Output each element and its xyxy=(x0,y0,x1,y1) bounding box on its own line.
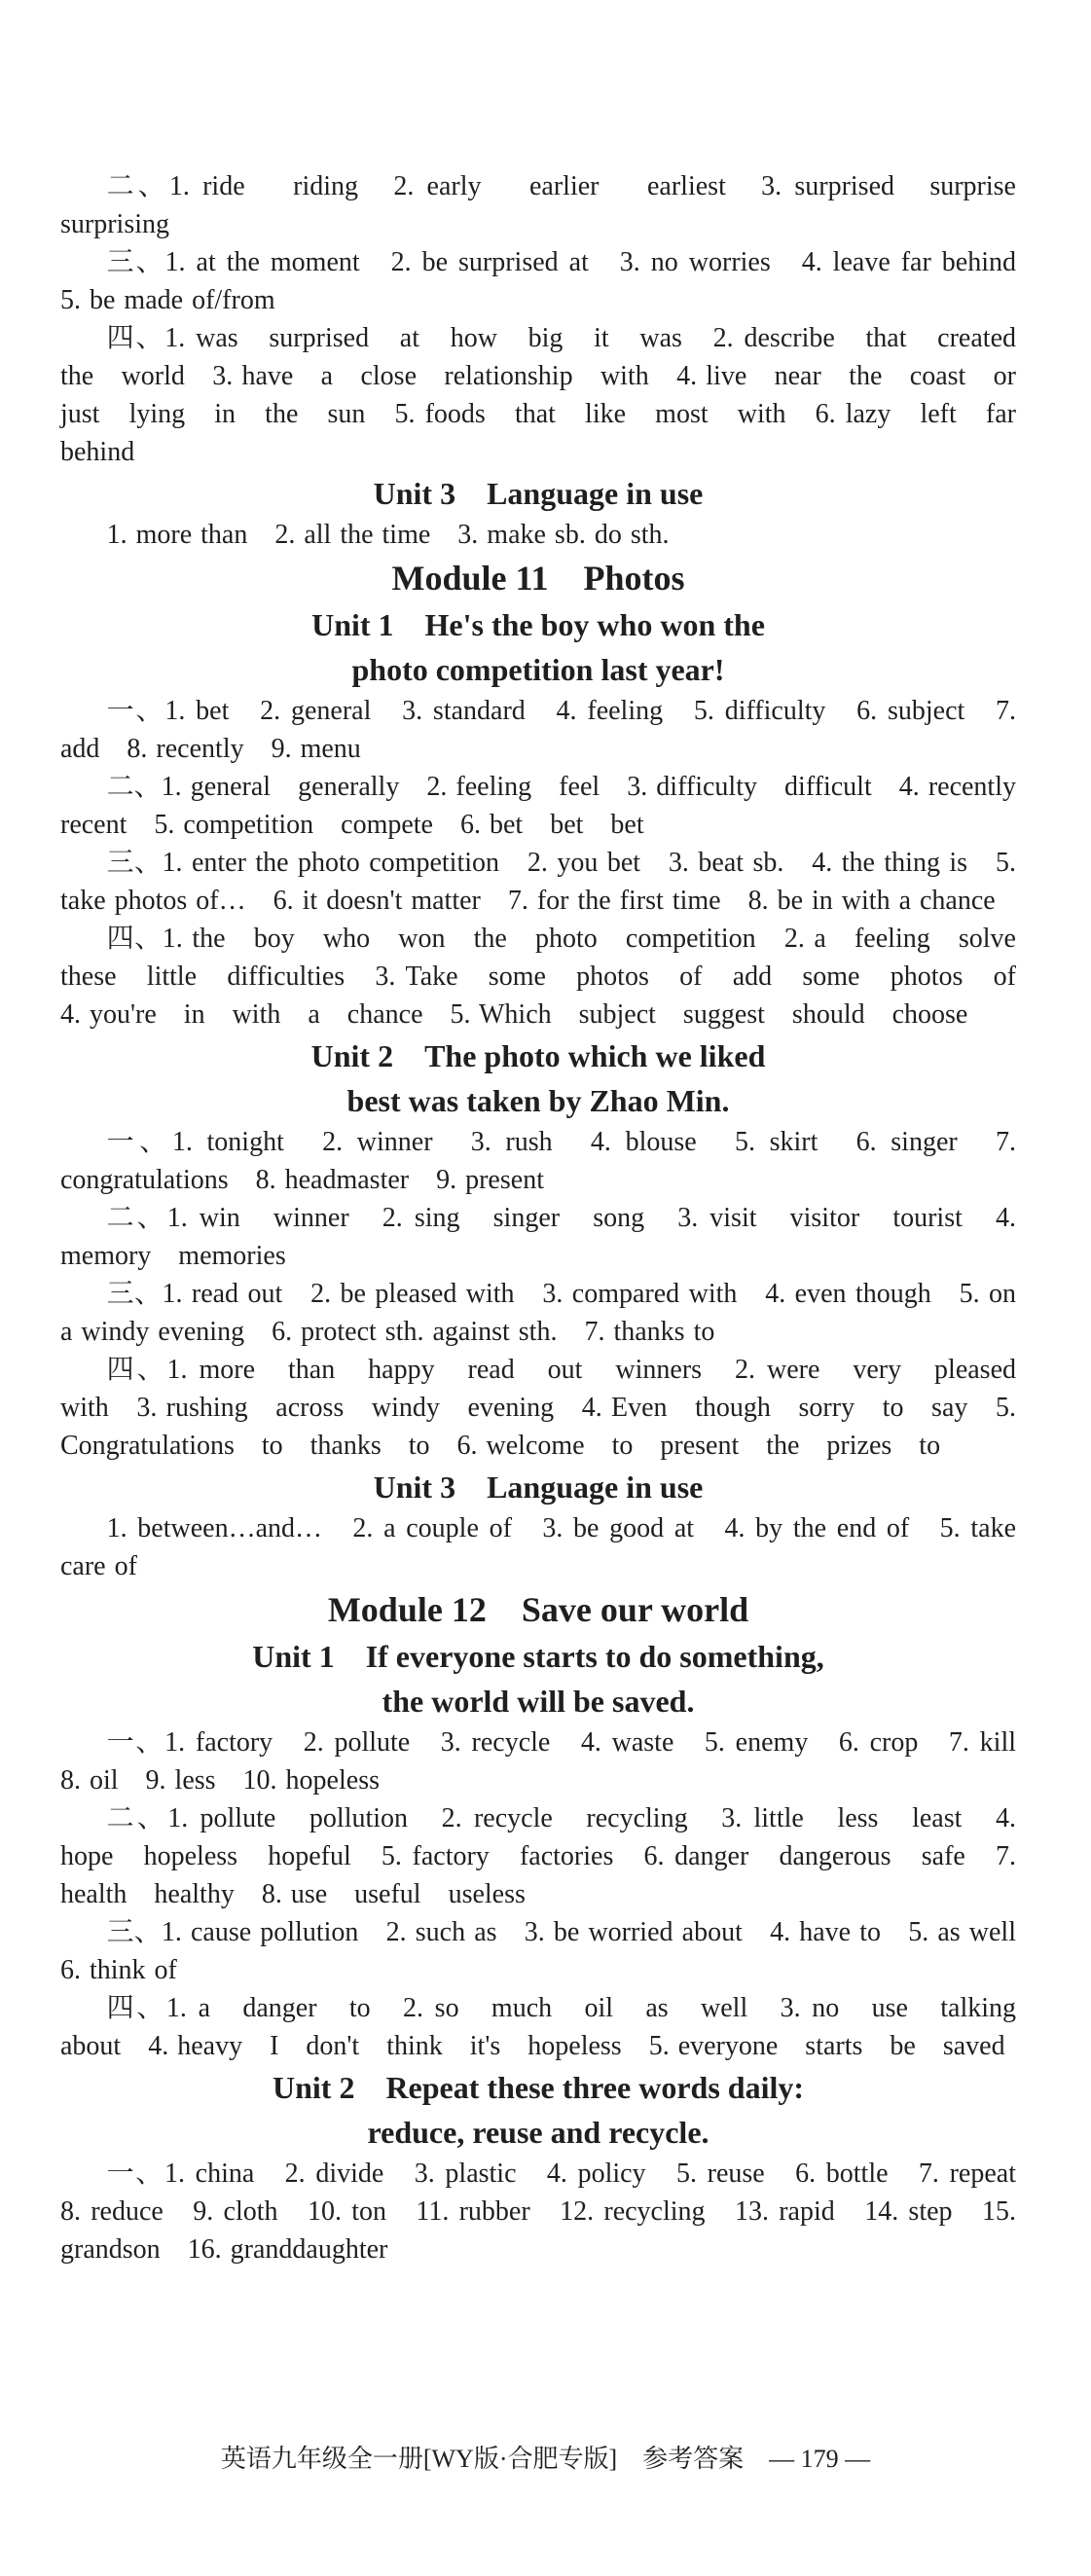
answer-paragraph: 一、1. tonight 2. winner 3. rush 4. blouse 5. skirt 6. singer 7. congratulations 8. headmaster 9. present xyxy=(60,1127,1016,1195)
unit-heading: Unit 2 Repeat these three words daily: xyxy=(272,2070,805,2105)
answer-paragraph: 1. between…and… 2. a couple of 3. be good at 4. by the end of 5. take care of xyxy=(60,1513,1016,1581)
unit-heading: Unit 1 He's the boy who won the xyxy=(311,607,765,642)
answer-paragraph: 四、1. was surprised at how big it was 2. describe that created the world 3. have a close relationship with 4. live near the coast or just lying in the sun 5. foods that like most with 6. lazy left far behind xyxy=(60,323,1044,467)
unit-heading: Unit 3 Language in use xyxy=(373,476,704,511)
page-footer: 英语九年级全一册[WY版·合肥专版] 参考答案 — 179 — xyxy=(220,2445,871,2473)
answer-paragraph: 四、1. a danger to 2. so much oil as well 3. no use talking about 4. heavy I don't think it's hopeless 5. everyone starts be saved xyxy=(60,1993,1044,2061)
answer-paragraph: 一、1. bet 2. general 3. standard 4. feeling 5. difficulty 6. subject 7. add 8. recently 9. menu xyxy=(60,696,1016,764)
unit-heading-line2: best was taken by Zhao Min. xyxy=(346,1083,730,1118)
module-heading: Module 12 Save our world xyxy=(327,1590,749,1629)
answer-paragraph: 二、1. ride riding 2. early earlier earliest 3. surprised surprise surprising xyxy=(60,171,1044,239)
unit-heading-line2: photo competition last year! xyxy=(351,652,725,687)
answer-paragraph: 二、1. general generally 2. feeling feel 3. difficulty difficult 4. recently recent 5. competition compete 6. bet bet bet xyxy=(60,772,1044,840)
answer-paragraph: 四、1. the boy who won the photo competition 2. a feeling solve these little difficulties 3. Take some photos of add some photos of 4. you're in with a chance 5. Which subject suggest should choose xyxy=(60,924,1044,1030)
unit-heading-line2: the world will be saved. xyxy=(382,1684,695,1719)
answer-paragraph: 三、1. at the moment 2. be surprised at 3. no worries 4. leave far behind 5. be made of/from xyxy=(60,247,1044,315)
unit-heading: Unit 1 If everyone starts to do something, xyxy=(252,1639,824,1674)
answer-paragraph: 三、1. enter the photo competition 2. you bet 3. beat sb. 4. the thing is 5. take photos of… 6. it doesn't matter 7. for the first time 8. be in with a chance xyxy=(60,848,1016,916)
answer-paragraph: 1. more than 2. all the time 3. make sb. do sth. xyxy=(106,520,670,550)
answer-paragraph: 二、1. pollute pollution 2. recycle recycling 3. little less least 4. hope hopeless hopeful 5. factory factories 6. danger dangerous safe 7. health healthy 8. use useful useless xyxy=(60,1803,1016,1909)
module-heading: Module 11 Photos xyxy=(391,559,685,598)
unit-heading: Unit 3 Language in use xyxy=(373,1469,704,1505)
answer-paragraph: 三、1. read out 2. be pleased with 3. compared with 4. even though 5. on a windy evening 6. protect sth. against sth. 7. thanks to xyxy=(60,1279,1016,1347)
answer-page xyxy=(60,167,1044,2268)
unit-heading: Unit 2 The photo which we liked xyxy=(310,1038,766,1073)
answer-paragraph: 一、1. china 2. divide 3. plastic 4. policy 5. reuse 6. bottle 7. repeat 8. reduce 9. cloth 10. ton 11. rubber 12. recycling 13. rapid 14. step 15. grandson 16. granddaughter xyxy=(60,2159,1044,2265)
answer-paragraph: 一、1. factory 2. pollute 3. recycle 4. waste 5. enemy 6. crop 7. kill 8. oil 9. less 10. hopeless xyxy=(60,1727,1044,1796)
answer-paragraph: 四、1. more than happy read out winners 2. were very pleased with 3. rushing across windy evening 4. Even though sorry to say 5. Congratulations to thanks to 6. welcome to present the prizes to xyxy=(60,1355,1044,1461)
unit-heading-line2: reduce, reuse and recycle. xyxy=(367,2115,709,2150)
answer-paragraph: 三、1. cause pollution 2. such as 3. be worried about 4. have to 5. as well 6. think of xyxy=(60,1917,1044,1985)
answer-paragraph: 二、1. win winner 2. sing singer song 3. visit visitor tourist 4. memory memories xyxy=(60,1203,1016,1271)
